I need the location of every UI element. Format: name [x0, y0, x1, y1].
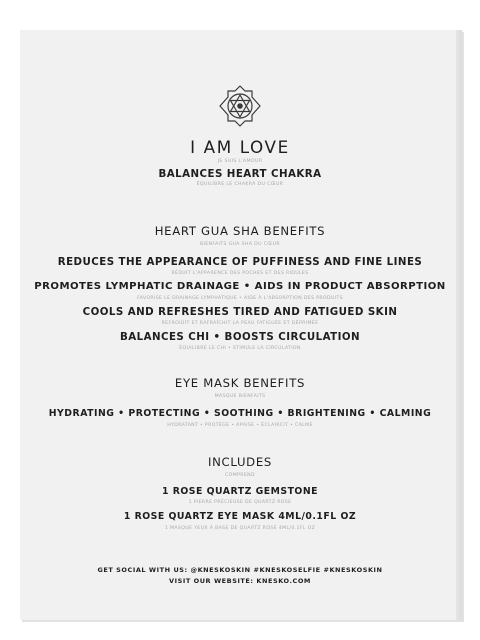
- gua-sha-heading: HEART GUA SHA BENEFITS: [154, 224, 326, 238]
- website-line: VISIT OUR WEBSITE: KNESKO.COM: [169, 577, 311, 585]
- social-handles: GET SOCIAL WITH US: @KNESKOSKIN #KNESKOSELFIE #KNESKOSKIN: [97, 566, 383, 574]
- gua-sha-benefit: REDUCES THE APPEARANCE OF PUFFINESS AND FINE LINES: [57, 256, 423, 268]
- eye-mask-benefits: HYDRATING • PROTECTING • SOOTHING • BRIGHTENING • CALMING: [48, 408, 432, 419]
- product-title: I AM LOVE: [190, 137, 290, 157]
- eye-mask-benefits-translation: HYDRATANT • PROTÈGE • APAISE • ÉCLAIRCIT • CALME: [167, 423, 313, 428]
- eye-mask-heading-translation: MASQUE BIENFAITS: [214, 394, 266, 399]
- includes-item: 1 ROSE QUARTZ GEMSTONE: [161, 486, 319, 497]
- includes-item-translation: 1 MASQUE YEUX À BASE DE QUARTZ ROSE 4ML/0.1FL OZ: [164, 526, 316, 531]
- gua-sha-benefit: PROMOTES LYMPHATIC DRAINAGE • AIDS IN PRODUCT ABSORPTION: [34, 281, 446, 292]
- gua-sha-benefit-translation: ÉQUILIBRE LE CHI • STIMULE LA CIRCULATION: [179, 346, 301, 351]
- gua-sha-benefit-translation: REFROIDIT ET RAFRAÎCHIT LA PEAU FATIGUÉE ET DÉPRIMÉE: [161, 321, 319, 326]
- includes-heading: INCLUDES: [207, 455, 272, 469]
- gua-sha-benefit: BALANCES CHI • BOOSTS CIRCULATION: [119, 331, 361, 343]
- gua-sha-benefit: COOLS AND REFRESHES TIRED AND FATIGUED SKIN: [82, 306, 398, 318]
- heart-chakra-icon: [218, 84, 262, 128]
- includes-item-translation: 1 PIERRE PRÉCIEUSE DE QUARTZ ROSE: [188, 500, 292, 505]
- gua-sha-benefit-translation: FAVORISE LE DRAINAGE LYMPHATIQUE • AIDE À L'ABSORPTION DES PRODUITS: [137, 296, 343, 301]
- product-tagline-translation: ÉQUILIBRE LE CHAKRA DU CŒUR: [196, 182, 284, 187]
- gua-sha-heading-translation: BIENFAITS GUA SHA DU CŒUR: [200, 242, 280, 247]
- product-tagline: BALANCES HEART CHAKRA: [158, 168, 322, 180]
- includes-item: 1 ROSE QUARTZ EYE MASK 4ML/0.1FL OZ: [123, 511, 357, 522]
- product-title-translation: JE SUIS L'AMOUR: [217, 159, 263, 164]
- includes-heading-translation: COMPREND: [225, 473, 255, 478]
- eye-mask-heading: EYE MASK BENEFITS: [174, 376, 306, 390]
- gua-sha-benefit-translation: RÉDUIT L'APPARENCE DES POCHES ET DES RIDULES: [171, 271, 309, 276]
